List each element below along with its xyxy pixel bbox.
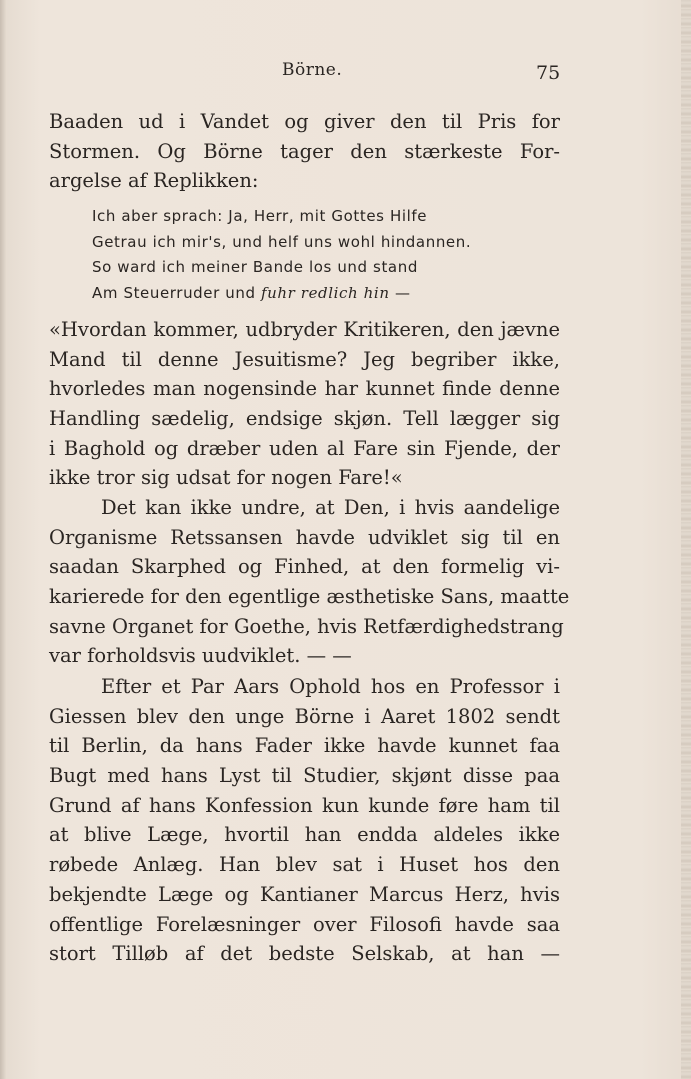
running-title: Börne. — [282, 60, 343, 80]
text-line: Giessen blev den unge Börne i Aaret 1802 sendt — [49, 704, 560, 728]
verse-line-4-italic: fuhr redlich hin — [260, 283, 390, 302]
text-line: Mand til denne Jesuitisme? Jeg begriber ikke, — [49, 347, 560, 371]
verse-line-4-plain: Am Steuerruder und — [92, 283, 261, 302]
text-line: ikke tror sig udsat for nogen Fare!« — [49, 466, 403, 490]
text-line: Bugt med hans Lyst til Studier, skjønt disse paa — [49, 764, 560, 788]
text-line: at blive Læge, hvortil han endda aldeles ikke — [49, 823, 560, 847]
verse-line: Getrau ich mir's, und helf uns wohl hindannen. — [92, 232, 472, 251]
verse-line: Ich aber sprach: Ja, Herr, mit Gottes Hilfe — [92, 207, 428, 225]
text-line: «Hvordan kommer, udbryder Kritikeren, den jævne — [49, 318, 560, 341]
text-line: hvorledes man nogensinde har kunnet finde denne — [49, 377, 560, 401]
text-line: Handling sædelig, endsige skjøn. Tell lægger sig — [49, 407, 560, 431]
verse-quote — [92, 204, 532, 306]
text-line: bekjendte Læge og Kantianer Marcus Herz, hvis — [49, 882, 560, 906]
text-line: i Baghold og dræber uden al Fare sin Fjende, der — [49, 436, 560, 460]
paragraph-1 — [49, 107, 560, 196]
text-line: til Berlin, da hans Fader ikke havde kunnet faa — [49, 734, 560, 758]
text-line: Grund af hans Konfession kun kunde føre ham til — [49, 793, 560, 817]
text-line: røbede Anlæg. Han blev sat i Huset hos den — [49, 853, 560, 877]
page-right-edge — [681, 0, 691, 1079]
verse-line-4 — [92, 281, 532, 307]
paragraph-4 — [49, 672, 560, 969]
text-line: offentlige Forelæsninger over Filosofi havde saa — [49, 912, 560, 936]
text-line: argelse af Replikken: — [49, 169, 259, 193]
paragraph-2 — [49, 315, 560, 493]
page-left-edge — [0, 0, 6, 1079]
page-number: 75 — [536, 62, 561, 84]
text-line: Det kan ikke undre, at Den, i hvis aandelige — [101, 496, 560, 519]
text-line: Organisme Retssansen havde udviklet sig til en — [49, 525, 560, 549]
text-line: stort Tilløb af det bedste Selskab, at han — — [49, 942, 560, 966]
text-line: saadan Skarphed og Finhed, at den formelig vi- — [49, 555, 560, 579]
verse-line-4-end: — — [389, 283, 411, 302]
text-line: savne Organet for Goethe, hvis Retfærdighedstrang — [49, 614, 564, 638]
text-line: Stormen. Og Börne tager den stærkeste For- — [49, 139, 560, 163]
paragraph-3 — [49, 493, 570, 671]
verse-line: So ward ich meiner Bande los und stand — [92, 258, 418, 276]
text-line: Baaden ud i Vandet og giver den til Pris for — [49, 110, 560, 133]
text-line: var forholdsvis uudviklet. — — — [49, 644, 352, 668]
text-line: Efter et Par Aars Ophold hos en Professor i — [101, 675, 560, 698]
text-line: karierede for den egentlige æsthetiske Sans, maatte — [49, 585, 570, 609]
page-header — [0, 60, 691, 86]
